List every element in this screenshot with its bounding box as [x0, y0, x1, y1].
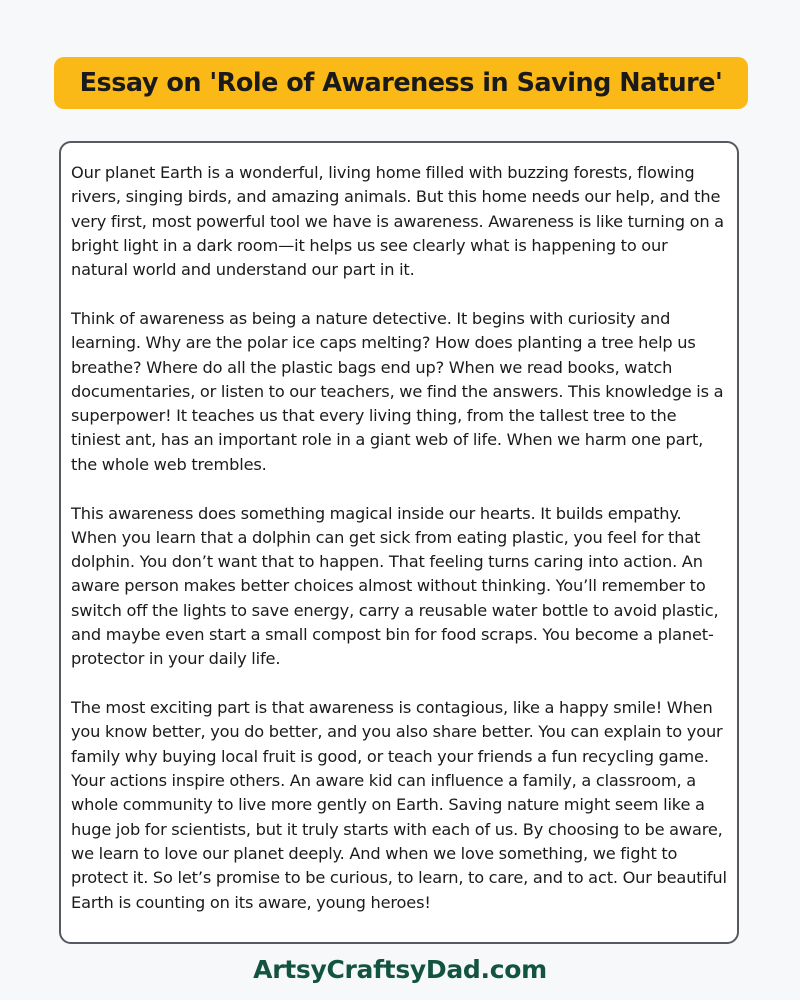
site-footer-url: ArtsyCraftsyDad.com [253, 955, 547, 984]
essay-paragraph-3: This awareness does something magical inside our hearts. It builds empathy. When you learn that a dolphin can get sick from eating plastic, you feel for that dolphin. You don’t want that to happen. That feeling turns caring into action. An aware person makes better choices almost without thinking. You’ll remember to switch off the lights to save energy, carry a reusable water bottle to avoid plastic, and maybe even start a small compost bin for food scraps. You become a planet-protector in your daily life. [71, 503, 719, 669]
essay-paragraph-1: Our planet Earth is a wonderful, living home filled with buzzing forests, flowing rivers, singing birds, and amazing animals. But this home needs our help, and the very first, most powerful tool we have is awareness. Awareness is like turning on a bright light in a dark room—it helps us see clearly what is happening to our natural world and understand our part in it. [71, 163, 724, 280]
title-banner [54, 57, 748, 109]
page-title: Essay on 'Role of Awareness in Saving Nature' [79, 68, 723, 98]
essay-paragraph-4: The most exciting part is that awareness is contagious, like a happy smile! When you know better, you do better, and you also share better. You can explain to your family why buying local fruit is good, or teach your friends a fun recycling game. Your actions inspire others. An aware kid can influence a family, a classroom, a whole community to live more gently on Earth. Saving nature might seem like a huge job for scientists, but it truly starts with each of us. By choosing to be aware, we learn to love our planet deeply. And when we love something, we fight to protect it. So let’s promise to be curious, to learn, to care, and to act. Our beautiful Earth is counting on its aware, young heroes! [71, 698, 727, 912]
essay-paragraph-2: Think of awareness as being a nature detective. It begins with curiosity and learning. Why are the polar ice caps melting? How does planting a tree help us breathe? Where do all the plastic bags end up? When we read books, watch documentaries, or listen to our teachers, we find the answers. This knowledge is a superpower! It teaches us that every living thing, from the tallest tree to the tiniest ant, has an important role in a giant web of life. When we harm one part, the whole web trembles. [71, 308, 724, 474]
essay-box [59, 141, 739, 944]
